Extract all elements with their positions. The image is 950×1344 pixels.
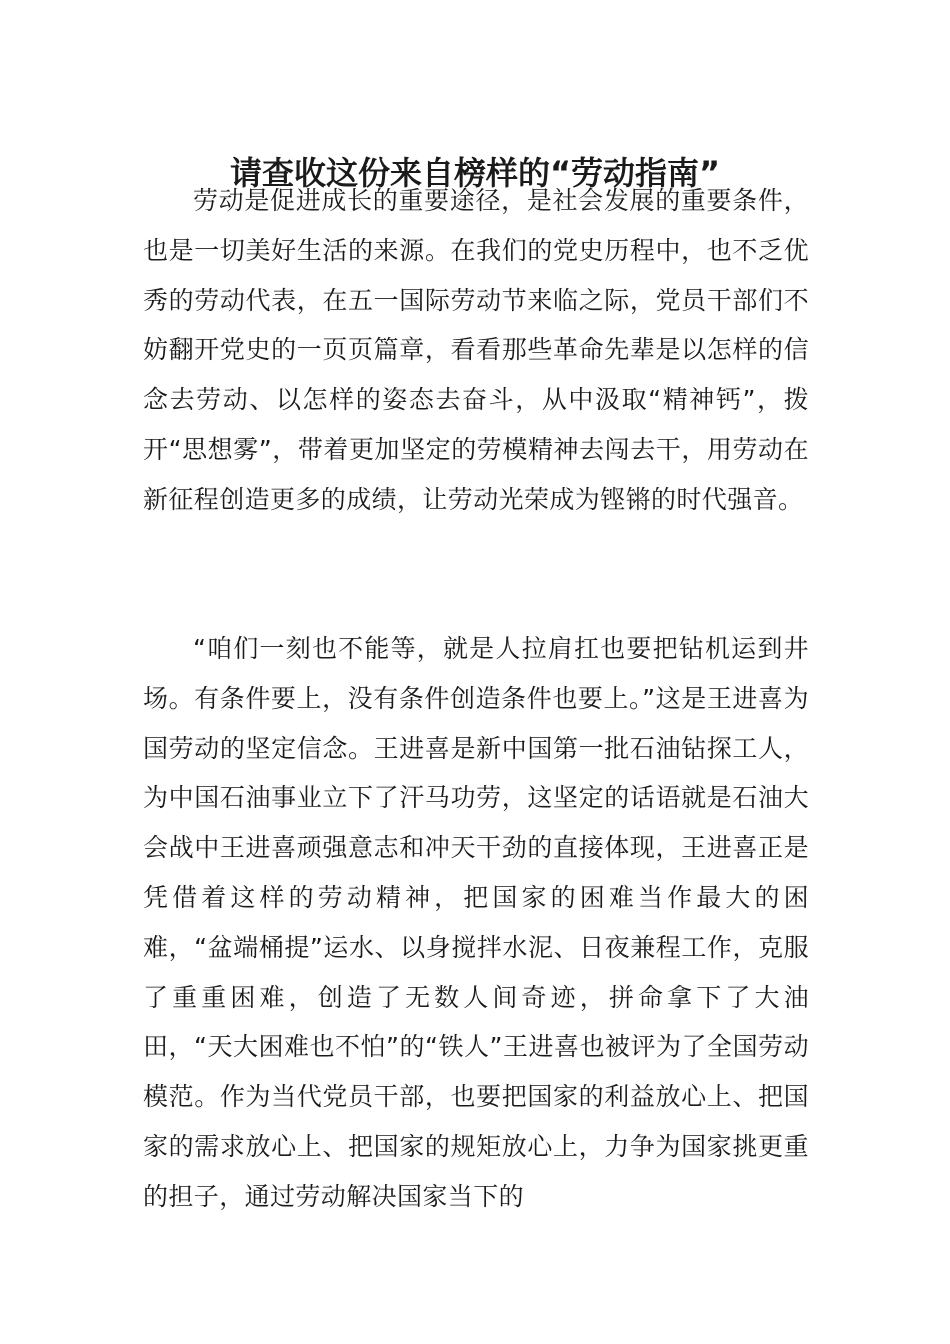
paragraph-wang-jinxi: “咱们一刻也不能等，就是人拉肩扛也要把钻机运到井场。有条件要上，没有条件创造条件也要上。”这是王进喜为国劳动的坚定信念。王进喜是新中国第一批石油钻探工人，为中国石油事业立下了汗马功劳，这坚定的话语就是石油大会战中王进喜顽强意志和冲天干劲的直接体现，王进喜正是凭借着这样的劳动精神，把国家的困难当作最大的困难，“盆端桶提”运水、以身搅拌水泥、日夜兼程工作，克服了重重困难，创造了无数人间奇迹，拼命拿下了大油田，“天大困难也不怕”的“铁人”王进喜也被评为了全国劳动模范。作为当代党员干部，也要把国家的利益放心上、把国家的需求放心上、把国家的规矩放心上，力争为国家挑更重的担子，通过劳动解决国家当下的 <box>143 634 809 1211</box>
document-title: 请查收这份来自榜样的“劳动指南” <box>229 154 721 193</box>
paragraph-intro: 劳动是促进成长的重要途径，是社会发展的重要条件，也是一切美好生活的来源。在我们的党史历程中，也不乏优秀的劳动代表，在五一国际劳动节来临之际，党员干部们不妨翻开党史的一页页篇章，看看那些革命先辈是以怎样的信念去劳动、以怎样的姿态去奋斗，从中汲取“精神钙”，拨开“思想雾”，带着更加坚定的劳模精神去闯去干，用劳动在新征程创造更多的成绩，让劳动光荣成为铿锵的时代强音。 <box>143 186 809 514</box>
